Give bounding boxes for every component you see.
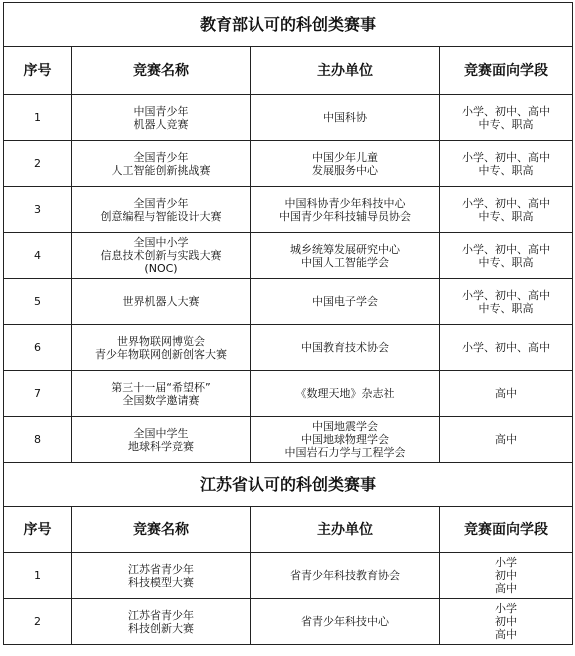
cell-competition-name: 世界物联网博览会 青少年物联网创新创客大赛 [72, 325, 251, 371]
cell-school-level: 小学、初中、高中 中专、职高 [440, 279, 573, 325]
table-row [4, 233, 573, 279]
section-title-row [4, 463, 573, 507]
header-number: 序号 [4, 507, 72, 553]
cell-organizer: 中国电子学会 [251, 279, 440, 325]
table-row [4, 553, 573, 599]
table-header-row [4, 47, 573, 95]
cell-competition-name: 世界机器人大赛 [72, 279, 251, 325]
cell-school-level: 小学、初中、高中 中专、职高 [440, 95, 573, 141]
cell-competition-name: 全国青少年 创意编程与智能设计大赛 [72, 187, 251, 233]
cell-organizer: 中国科协 [251, 95, 440, 141]
cell-organizer: 城乡统筹发展研究中心 中国人工智能学会 [251, 233, 440, 279]
competitions-table [3, 2, 573, 645]
header-school-level: 竞赛面向学段 [440, 47, 573, 95]
cell-number: 8 [4, 417, 72, 463]
cell-number: 5 [4, 279, 72, 325]
table-row [4, 187, 573, 233]
cell-competition-name: 全国中学生 地球科学竞赛 [72, 417, 251, 463]
cell-number: 2 [4, 599, 72, 645]
cell-school-level: 小学 初中 高中 [440, 553, 573, 599]
cell-organizer: 中国科协青少年科技中心 中国青少年科技辅导员协会 [251, 187, 440, 233]
section-title: 教育部认可的科创类赛事 [4, 3, 573, 47]
cell-number: 2 [4, 141, 72, 187]
table-row [4, 279, 573, 325]
header-competition-name: 竞赛名称 [72, 47, 251, 95]
cell-number: 7 [4, 371, 72, 417]
cell-school-level: 高中 [440, 371, 573, 417]
cell-organizer: 省青少年科技中心 [251, 599, 440, 645]
cell-organizer: 《数理天地》杂志社 [251, 371, 440, 417]
cell-school-level: 小学 初中 高中 [440, 599, 573, 645]
header-school-level: 竞赛面向学段 [440, 507, 573, 553]
section-title: 江苏省认可的科创类赛事 [4, 463, 573, 507]
cell-number: 1 [4, 553, 72, 599]
table-header-row [4, 507, 573, 553]
header-organizer: 主办单位 [251, 47, 440, 95]
cell-number: 4 [4, 233, 72, 279]
table-row [4, 417, 573, 463]
header-organizer: 主办单位 [251, 507, 440, 553]
table-row [4, 371, 573, 417]
cell-organizer: 中国教育技术协会 [251, 325, 440, 371]
cell-competition-name: 江苏省青少年 科技模型大赛 [72, 553, 251, 599]
header-competition-name: 竞赛名称 [72, 507, 251, 553]
cell-competition-name: 全国青少年 人工智能创新挑战赛 [72, 141, 251, 187]
cell-school-level: 高中 [440, 417, 573, 463]
cell-school-level: 小学、初中、高中 [440, 325, 573, 371]
table-row [4, 95, 573, 141]
cell-competition-name: 第三十一届“希望杯” 全国数学邀请赛 [72, 371, 251, 417]
cell-competition-name: 中国青少年 机器人竞赛 [72, 95, 251, 141]
cell-school-level: 小学、初中、高中 中专、职高 [440, 187, 573, 233]
cell-number: 1 [4, 95, 72, 141]
cell-competition-name: 江苏省青少年 科技创新大赛 [72, 599, 251, 645]
cell-number: 3 [4, 187, 72, 233]
cell-school-level: 小学、初中、高中 中专、职高 [440, 233, 573, 279]
cell-number: 6 [4, 325, 72, 371]
section-title-row [4, 3, 573, 47]
cell-school-level: 小学、初中、高中 中专、职高 [440, 141, 573, 187]
table-row [4, 141, 573, 187]
table-row [4, 599, 573, 645]
cell-organizer: 中国少年儿童 发展服务中心 [251, 141, 440, 187]
cell-organizer: 中国地震学会 中国地球物理学会 中国岩石力学与工程学会 [251, 417, 440, 463]
table-row [4, 325, 573, 371]
cell-organizer: 省青少年科技教育协会 [251, 553, 440, 599]
cell-competition-name: 全国中小学 信息技术创新与实践大赛 (NOC) [72, 233, 251, 279]
header-number: 序号 [4, 47, 72, 95]
